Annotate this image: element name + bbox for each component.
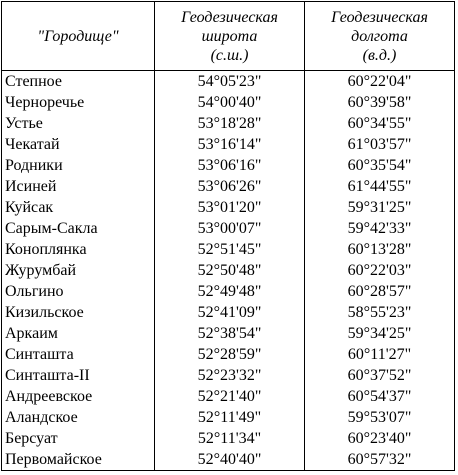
latitude-cell: 52°21'40" bbox=[155, 386, 305, 407]
table-row bbox=[2, 218, 455, 239]
latitude-cell: 54°00'40" bbox=[155, 92, 305, 113]
latitude-cell: 52°11'49" bbox=[155, 407, 305, 428]
longitude-cell: 60°22'03" bbox=[305, 260, 455, 281]
longitude-cell: 59°34'25" bbox=[305, 323, 455, 344]
table-row bbox=[2, 323, 455, 344]
table-row bbox=[2, 260, 455, 281]
latitude-cell: 52°51'45" bbox=[155, 239, 305, 260]
latitude-cell: 53°01'20" bbox=[155, 197, 305, 218]
table-row bbox=[2, 197, 455, 218]
place-name-cell: Чекатай bbox=[2, 134, 155, 155]
longitude-cell: 60°22'04" bbox=[305, 71, 455, 93]
place-name-cell: Черноречье bbox=[2, 92, 155, 113]
latitude-cell: 52°50'48" bbox=[155, 260, 305, 281]
header-place bbox=[2, 2, 155, 71]
latitude-cell: 52°28'59" bbox=[155, 344, 305, 365]
place-name-cell: Исиней bbox=[2, 176, 155, 197]
longitude-cell: 61°44'55" bbox=[305, 176, 455, 197]
table-row bbox=[2, 71, 455, 93]
latitude-cell: 52°23'32" bbox=[155, 365, 305, 386]
longitude-cell: 60°35'54" bbox=[305, 155, 455, 176]
latitude-cell: 53°16'14" bbox=[155, 134, 305, 155]
coordinates-table-wrapper bbox=[1, 1, 455, 471]
header-latitude bbox=[155, 2, 305, 71]
header-row bbox=[2, 2, 455, 71]
table-row bbox=[2, 407, 455, 428]
table-row bbox=[2, 281, 455, 302]
table-row bbox=[2, 449, 455, 471]
place-name-cell: Степное bbox=[2, 71, 155, 93]
longitude-cell: 60°23'40" bbox=[305, 428, 455, 449]
longitude-cell: 59°53'07" bbox=[305, 407, 455, 428]
header-latitude-line1: Геодезическая bbox=[181, 8, 278, 26]
latitude-cell: 53°18'28" bbox=[155, 113, 305, 134]
longitude-cell: 60°39'58" bbox=[305, 92, 455, 113]
place-name-cell: Кизильское bbox=[2, 302, 155, 323]
place-name-cell: Журумбай bbox=[2, 260, 155, 281]
latitude-cell: 52°49'48" bbox=[155, 281, 305, 302]
longitude-cell: 60°54'37" bbox=[305, 386, 455, 407]
longitude-cell: 60°57'32" bbox=[305, 449, 455, 471]
header-longitude-line3: (в.д.) bbox=[362, 46, 397, 64]
header-longitude-line1: Геодезическая bbox=[331, 8, 428, 26]
place-name-cell: Сарым-Сакла bbox=[2, 218, 155, 239]
longitude-cell: 60°28'57" bbox=[305, 281, 455, 302]
place-name-cell: Аландское bbox=[2, 407, 155, 428]
longitude-cell: 59°31'25" bbox=[305, 197, 455, 218]
latitude-cell: 52°11'34" bbox=[155, 428, 305, 449]
header-latitude-line3: (с.ш.) bbox=[210, 46, 249, 64]
table-header bbox=[2, 2, 455, 71]
header-longitude bbox=[305, 2, 455, 71]
latitude-cell: 54°05'23" bbox=[155, 71, 305, 93]
place-name-cell: Берсуат bbox=[2, 428, 155, 449]
longitude-cell: 60°34'55" bbox=[305, 113, 455, 134]
table-row bbox=[2, 176, 455, 197]
place-name-cell: Родники bbox=[2, 155, 155, 176]
table-row bbox=[2, 344, 455, 365]
latitude-cell: 53°06'26" bbox=[155, 176, 305, 197]
table-row bbox=[2, 134, 455, 155]
header-latitude-line2: широта bbox=[201, 27, 258, 45]
latitude-cell: 52°41'09" bbox=[155, 302, 305, 323]
table-row bbox=[2, 428, 455, 449]
table-row bbox=[2, 386, 455, 407]
table-row bbox=[2, 155, 455, 176]
place-name-cell: Первомайское bbox=[2, 449, 155, 471]
table-row bbox=[2, 302, 455, 323]
header-place-label: "Городище" bbox=[37, 27, 119, 45]
coordinates-table bbox=[1, 1, 455, 471]
place-name-cell: Аркаим bbox=[2, 323, 155, 344]
latitude-cell: 52°40'40" bbox=[155, 449, 305, 471]
latitude-cell: 52°38'54" bbox=[155, 323, 305, 344]
table-row bbox=[2, 239, 455, 260]
place-name-cell: Синташта bbox=[2, 344, 155, 365]
table-row bbox=[2, 92, 455, 113]
longitude-cell: 59°42'33" bbox=[305, 218, 455, 239]
longitude-cell: 60°13'28" bbox=[305, 239, 455, 260]
latitude-cell: 53°00'07" bbox=[155, 218, 305, 239]
place-name-cell: Ольгино bbox=[2, 281, 155, 302]
longitude-cell: 61°03'57" bbox=[305, 134, 455, 155]
place-name-cell: Андреевское bbox=[2, 386, 155, 407]
place-name-cell: Коноплянка bbox=[2, 239, 155, 260]
longitude-cell: 60°11'27" bbox=[305, 344, 455, 365]
longitude-cell: 60°37'52" bbox=[305, 365, 455, 386]
place-name-cell: Синташта-II bbox=[2, 365, 155, 386]
table-row bbox=[2, 365, 455, 386]
longitude-cell: 58°55'23" bbox=[305, 302, 455, 323]
table-row bbox=[2, 113, 455, 134]
latitude-cell: 53°06'16" bbox=[155, 155, 305, 176]
header-longitude-line2: долгота bbox=[351, 27, 408, 45]
place-name-cell: Устье bbox=[2, 113, 155, 134]
place-name-cell: Куйсак bbox=[2, 197, 155, 218]
table-body bbox=[2, 71, 455, 471]
